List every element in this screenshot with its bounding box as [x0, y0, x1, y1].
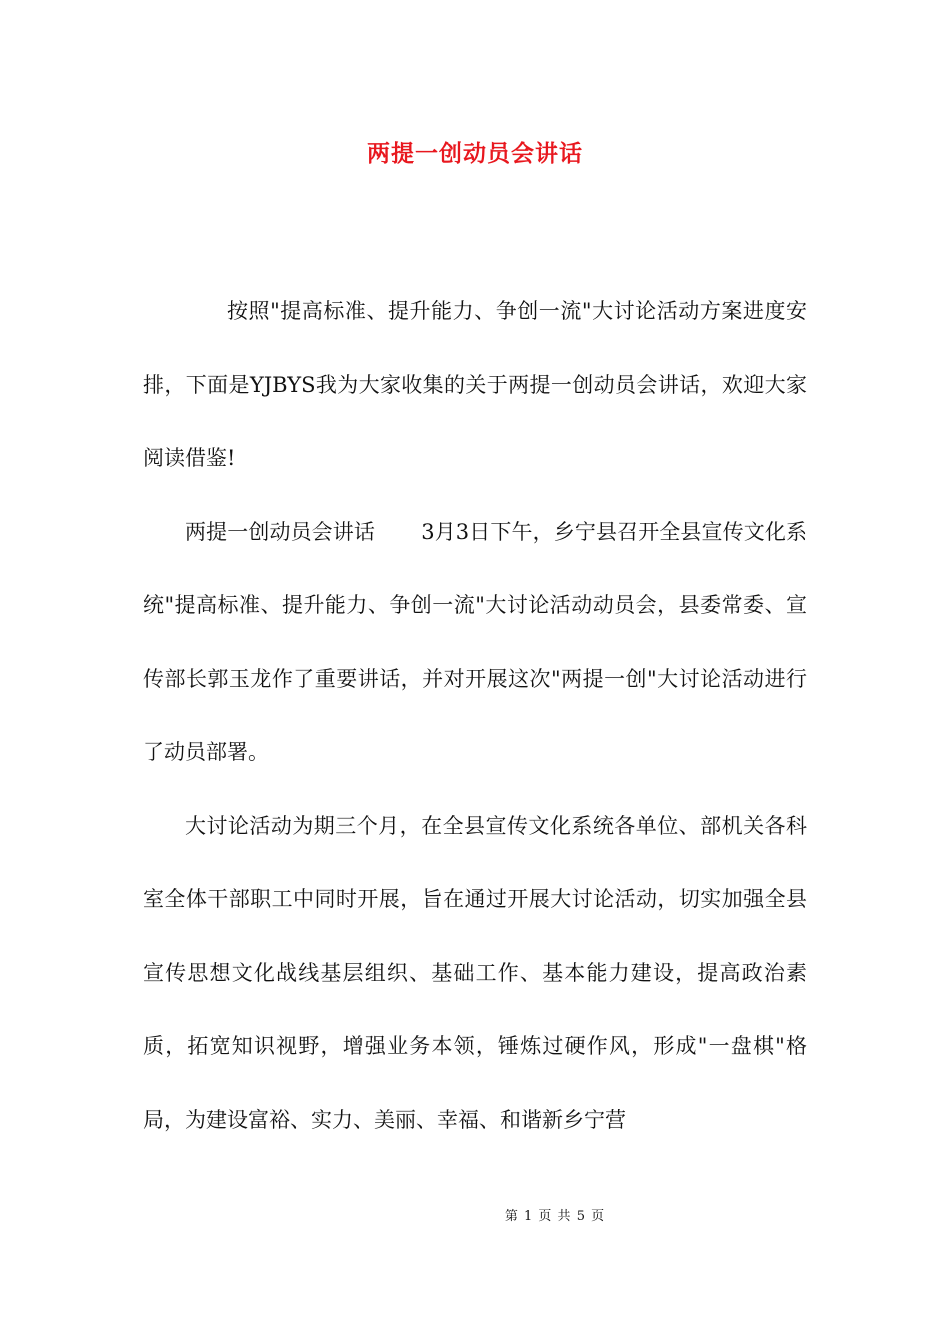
intro-paragraph: 按照"提高标准、提升能力、争创一流"大讨论活动方案进度安排，下面是YJBYS我为大家收集的关于两提一创动员会讲话，欢迎大家阅读借鉴! — [143, 299, 807, 470]
document-body — [143, 275, 807, 1157]
page-number-footer: 第 1 页 共 5 页 — [504, 1209, 606, 1224]
document-title: 两提一创动员会讲话 — [367, 140, 583, 167]
section-paragraph — [143, 496, 807, 790]
section-paragraph-text: 3月3日下午，乡宁县召开全县宣传文化系统"提高标准、提升能力、争创一流"大讨论活动动员会，县委常委、宣传部长郭玉龙作了重要讲话，并对开展这次"两提一创"大讨论活动进行了动员部署。 — [143, 519, 807, 764]
section-heading: 两提一创动员会讲话 — [185, 519, 376, 544]
body-paragraph: 大讨论活动为期三个月，在全县宣传文化系统各单位、部机关各科室全体干部职工中同时开展，旨在通过开展大讨论活动，切实加强全县宣传思想文化战线基层组织、基础工作、基本能力建设，提高政治素质，拓宽知识视野，增强业务本领，锤炼过硬作风，形成"一盘棋"格局，为建设富裕、实力、美丽、幸福、和谐新乡宁营 — [143, 813, 807, 1132]
